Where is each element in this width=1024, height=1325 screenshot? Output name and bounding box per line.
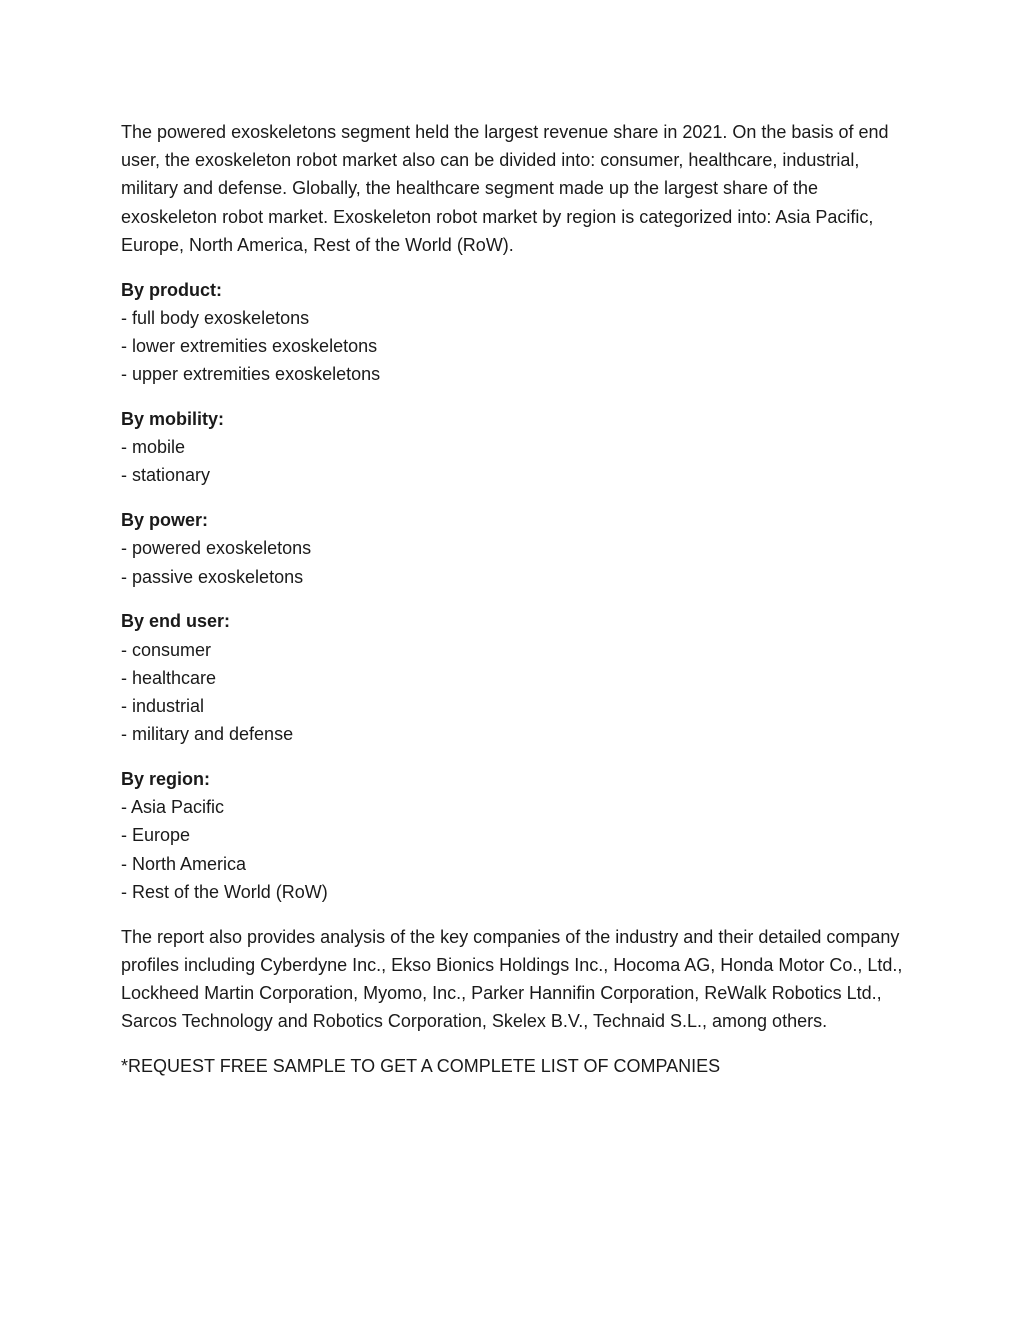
list-item: - Europe	[121, 825, 191, 846]
list-item: - powered exoskeletons	[121, 538, 312, 559]
section-by-product	[121, 276, 911, 389]
section-heading: By product:	[121, 279, 222, 300]
intro-paragraph: The powered exoskeletons segment held the largest revenue share in 2021. On the basis of end user, the exoskeleton robot market also can be divided into: consumer, healthcare, industrial, military and defense. Globally, the healthcare segment made up the largest share of the exoskeleton robot market. Exoskeleton robot market by region is categorized into: Asia Pacific, Europe, North America, Rest of the World (RoW).	[121, 122, 889, 255]
section-by-end-user	[121, 607, 911, 748]
list-item: - consumer	[121, 639, 212, 660]
companies-paragraph: The report also provides analysis of the key companies of the industry and their detailed company profiles including Cyberdyne Inc., Ekso Bionics Holdings Inc., Hocoma AG, Honda Motor Co., Ltd., Lockheed Martin Corporation, Myomo, Inc., Parker Hannifin Corporation, ReWalk Robotics Ltd., Sarcos Technology and Robotics Corporation, Skelex B.V., Technaid S.L., among others.	[121, 926, 903, 1032]
document-page	[121, 118, 911, 1080]
list-item: - mobile	[121, 437, 186, 458]
list-item: - Asia Pacific	[121, 797, 225, 818]
section-by-power	[121, 506, 911, 591]
list-item: - lower extremities exoskeletons	[121, 336, 378, 357]
list-item: - full body exoskeletons	[121, 307, 310, 328]
section-heading: By mobility:	[121, 409, 225, 430]
list-item: - upper extremities exoskeletons	[121, 364, 381, 385]
section-by-region	[121, 765, 911, 906]
list-item: - Rest of the World (RoW)	[121, 881, 328, 902]
section-heading: By end user:	[121, 611, 231, 632]
list-item: - healthcare	[121, 667, 217, 688]
list-item: - industrial	[121, 696, 205, 717]
list-item: - passive exoskeletons	[121, 566, 304, 587]
request-sample-text: *REQUEST FREE SAMPLE TO GET A COMPLETE LIST OF COMPANIES	[121, 1056, 721, 1077]
section-heading: By power:	[121, 510, 209, 531]
list-item: - North America	[121, 853, 247, 874]
list-item: - military and defense	[121, 724, 294, 745]
section-heading: By region:	[121, 769, 211, 790]
list-item: - stationary	[121, 465, 211, 486]
section-by-mobility	[121, 405, 911, 490]
